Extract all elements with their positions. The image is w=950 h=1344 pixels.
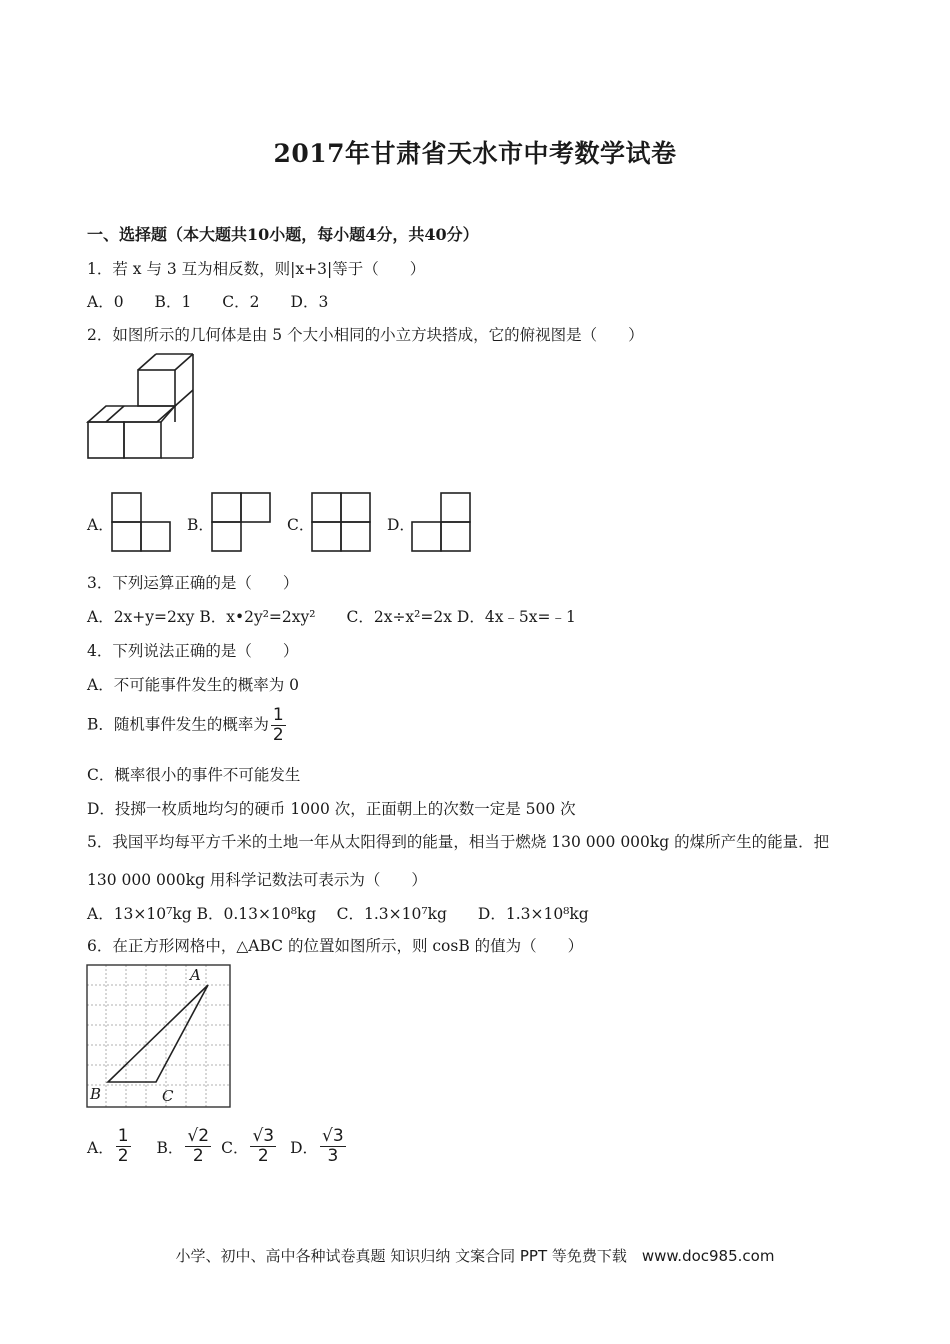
fraction-denominator: 3 [320,1146,346,1166]
fraction-numerator: √2 [187,1126,210,1146]
point-b-label: B [90,1085,102,1103]
fraction-numerator: √3 [252,1126,275,1146]
question-5-stem-line1: 5．我国平均每平方千米的土地一年从太阳得到的能量，相当于燃烧 130 000 000kg 的煤所产生的能量．把 [87,833,830,851]
fraction-numerator: 1 [117,1126,129,1146]
q6-option-a-fraction [116,1127,131,1166]
fraction-numerator: √3 [322,1126,344,1146]
q6-option-b-label: B． [156,1138,184,1157]
fraction-numerator: 1 [272,705,284,725]
point-c-label: C [162,1087,174,1105]
fraction-denominator: 2 [272,725,284,745]
question-5-options: A．13×10⁷kg B．0.13×10⁸kg C．1.3×10⁷kg D．1.3×10⁸kg [87,905,589,923]
q6-option-d-fraction [320,1127,346,1166]
question-3-stem: 3．下列运算正确的是（ ） [87,574,299,592]
option-b-text: B．随机事件发生的概率为 [87,715,269,734]
section-heading: 一、选择题（本大题共10小题，每小题4分，共40分） [87,225,479,244]
question-4-option-d: D．投掷一枚质地均匀的硬币 1000 次，正面朝上的次数一定是 500 次 [87,800,576,818]
question-4-option-a: A．不可能事件发生的概率为 0 [87,676,299,694]
cube-solid-figure [86,352,196,462]
q2-option-d-label: D． [387,516,415,534]
q2-option-d-figure [411,492,471,552]
question-4-option-c: C．概率很小的事件不可能发生 [87,766,301,784]
q6-option-a-label: A． [87,1138,114,1157]
fraction-denominator: 2 [185,1146,211,1166]
page-title: 2017年甘肃省天水市中考数学试卷 [273,139,677,168]
page-footer: 小学、初中、高中各种试卷真题 知识归纳 文案合同 PPT 等免费下载 www.doc985.com [175,1247,775,1265]
question-2-stem: 2．如图所示的几何体是由 5 个大小相同的小立方块搭成，它的俯视图是（ ） [87,326,644,344]
question-4-stem: 4．下列说法正确的是（ ） [87,642,299,660]
q2-option-c-figure [311,492,371,552]
question-1-options: A．0 B．1 C．2 D．3 [87,293,329,311]
point-a-label: A [190,966,201,984]
q6-option-c-label: C． [221,1138,249,1157]
fraction-denominator: 2 [117,1146,129,1166]
question-3-options: A．2x+y=2xy B．x•2y²=2xy² C．2x÷x²=2x D．4x﹣5x=﹣1 [87,608,576,626]
fraction-denominator: 2 [250,1146,276,1166]
triangle-grid-figure [86,964,232,1109]
question-6-stem: 6．在正方形网格中，△ABC 的位置如图所示，则 cosB 的值为（ ） [87,937,584,955]
q2-option-b-label: B． [187,516,214,534]
question-4-option-b [87,706,286,745]
q6-option-d-label: D． [290,1138,319,1157]
q2-option-a-label: A． [87,516,114,534]
q6-option-b-fraction [185,1127,211,1166]
q2-option-a-figure [111,492,171,552]
question-6-options [87,1127,346,1166]
q2-option-c-label: C． [287,516,315,534]
question-5-stem-line2: 130 000 000kg 用科学记数法可表示为（ ） [87,871,427,889]
q6-option-c-fraction [250,1127,276,1166]
q2-option-b-figure [211,492,271,552]
fraction-one-half [271,706,286,745]
question-1-stem: 1．若 x 与 3 互为相反数，则|x+3|等于（ ） [87,260,426,278]
